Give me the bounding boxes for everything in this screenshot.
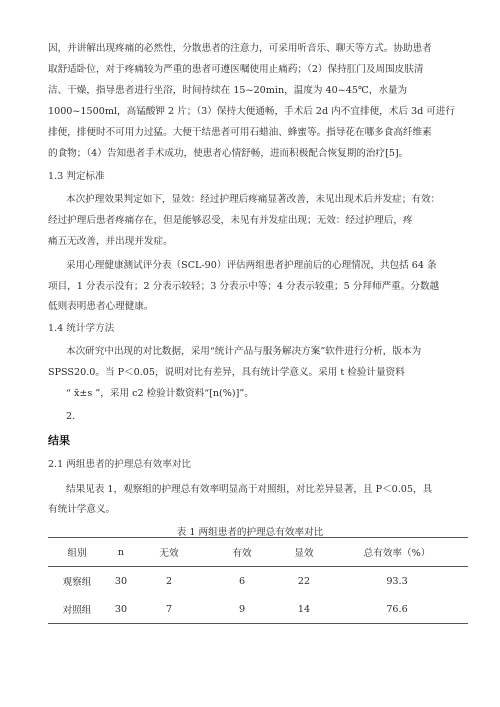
results-heading: 结果 [48,434,70,447]
table-row [48,567,468,596]
column-header: 组别 [67,548,87,559]
section-number: 2. [66,411,76,422]
column-header: 显效 [294,548,314,559]
body-line: 因，并讲解出现疼痛的必然性，分散患者的注意力，可采用听音乐、聊天等方式。协助患者 [48,43,432,54]
body-line: “ x̄±s ”，采用 c2 检验计数资料“[n(%)]”。 [66,388,254,399]
table-cell: 2 [165,575,173,587]
body-line: 有统计学意义。 [48,504,116,515]
column-header: 有效 [232,548,252,559]
body-line: 取舒适卧位，对于疼痛较为严重的患者可遵医嘱使用止痛药；（2）保持肛门及周围皮肤清 [48,64,424,75]
column-header: 无效 [159,548,179,559]
table-cell: 30 [114,575,128,587]
column-header: n [117,546,125,558]
table-cell: 14 [297,603,311,615]
table-cell: 22 [297,575,311,587]
table-row [48,595,468,624]
body-line: 本次护理效果判定如下，显效：经过护理后疼痛显著改善，未见出现术后并发症；有效： [66,194,441,205]
table-cell: 6 [238,575,246,587]
body-line: 1000~1500ml，高锰酸钾 2 片；（3）保持大便通畅，手术后 2d 内不宜排便，术后 3d 可进行 [48,106,456,117]
table-cell: 观察组 [62,577,92,588]
table-header-row [48,538,468,567]
body-line: 项目，1 分表示没有；2 分表示较轻；3 分表示中等；4 分表示较重；5 分拜师严重。分数越 [48,281,440,292]
efficacy-table [48,537,468,624]
table-cell: 93.3 [386,575,408,587]
results-subheading: 2.1 两组患者的护理总有效率对比 [48,459,192,470]
table-caption: 表 1 两组患者的护理总有效率对比 [176,527,324,538]
body-line: 经过护理后患者疼痛存在，但是能够忍受，未见有并发症出现；无效：经过护理后，疼 [48,215,413,226]
body-line: 洁、干燥，指导患者进行坐浴，时间持续在 15~20min，温度为 40~45℃，水量为 [48,85,408,96]
body-line: 的食物；（4）告知患者手术成功，使患者心情舒畅，进而积极配合恢复期的治疗[5]。 [48,148,409,159]
table-cell: 30 [114,603,128,615]
section-heading-1-3: 1.3 判定标准 [48,171,105,182]
body-line: 排便，排便时不可用力过猛。大便干结患者可用石蜡油、蜂蜜等。指导花在哪多食高纤维素 [48,127,432,138]
body-line: SPSS20.0。当 P＜0.05，说明对比有差异，具有统计学意义。采用 t 检验计量资料 [48,367,405,378]
section-heading-1-4: 1.4 统计学方法 [48,323,115,334]
body-line: 结果见表 1，观察组的护理总有效率明显高于对照组，对比差异显著，且 P＜0.05，具 [66,484,433,495]
table-cell: 76.6 [386,603,408,615]
table-cell: 7 [165,603,173,615]
body-line: 本次研究中出现的对比数据，采用“统计产品与服务解决方案”软件进行分析，版本为 [66,346,422,357]
table-cell: 9 [238,603,246,615]
body-line: 痛五无改善，并出现并发症。 [48,236,173,247]
body-line: 采用心理健康测试评分表（SCL-90）评估两组患者护理前后的心理情况，共包括 64 条 [66,260,437,271]
body-line: 低则表明患者心理健康。 [48,301,154,312]
table-cell: 对照组 [62,605,92,616]
column-header: 总有效率（%） [363,548,431,559]
